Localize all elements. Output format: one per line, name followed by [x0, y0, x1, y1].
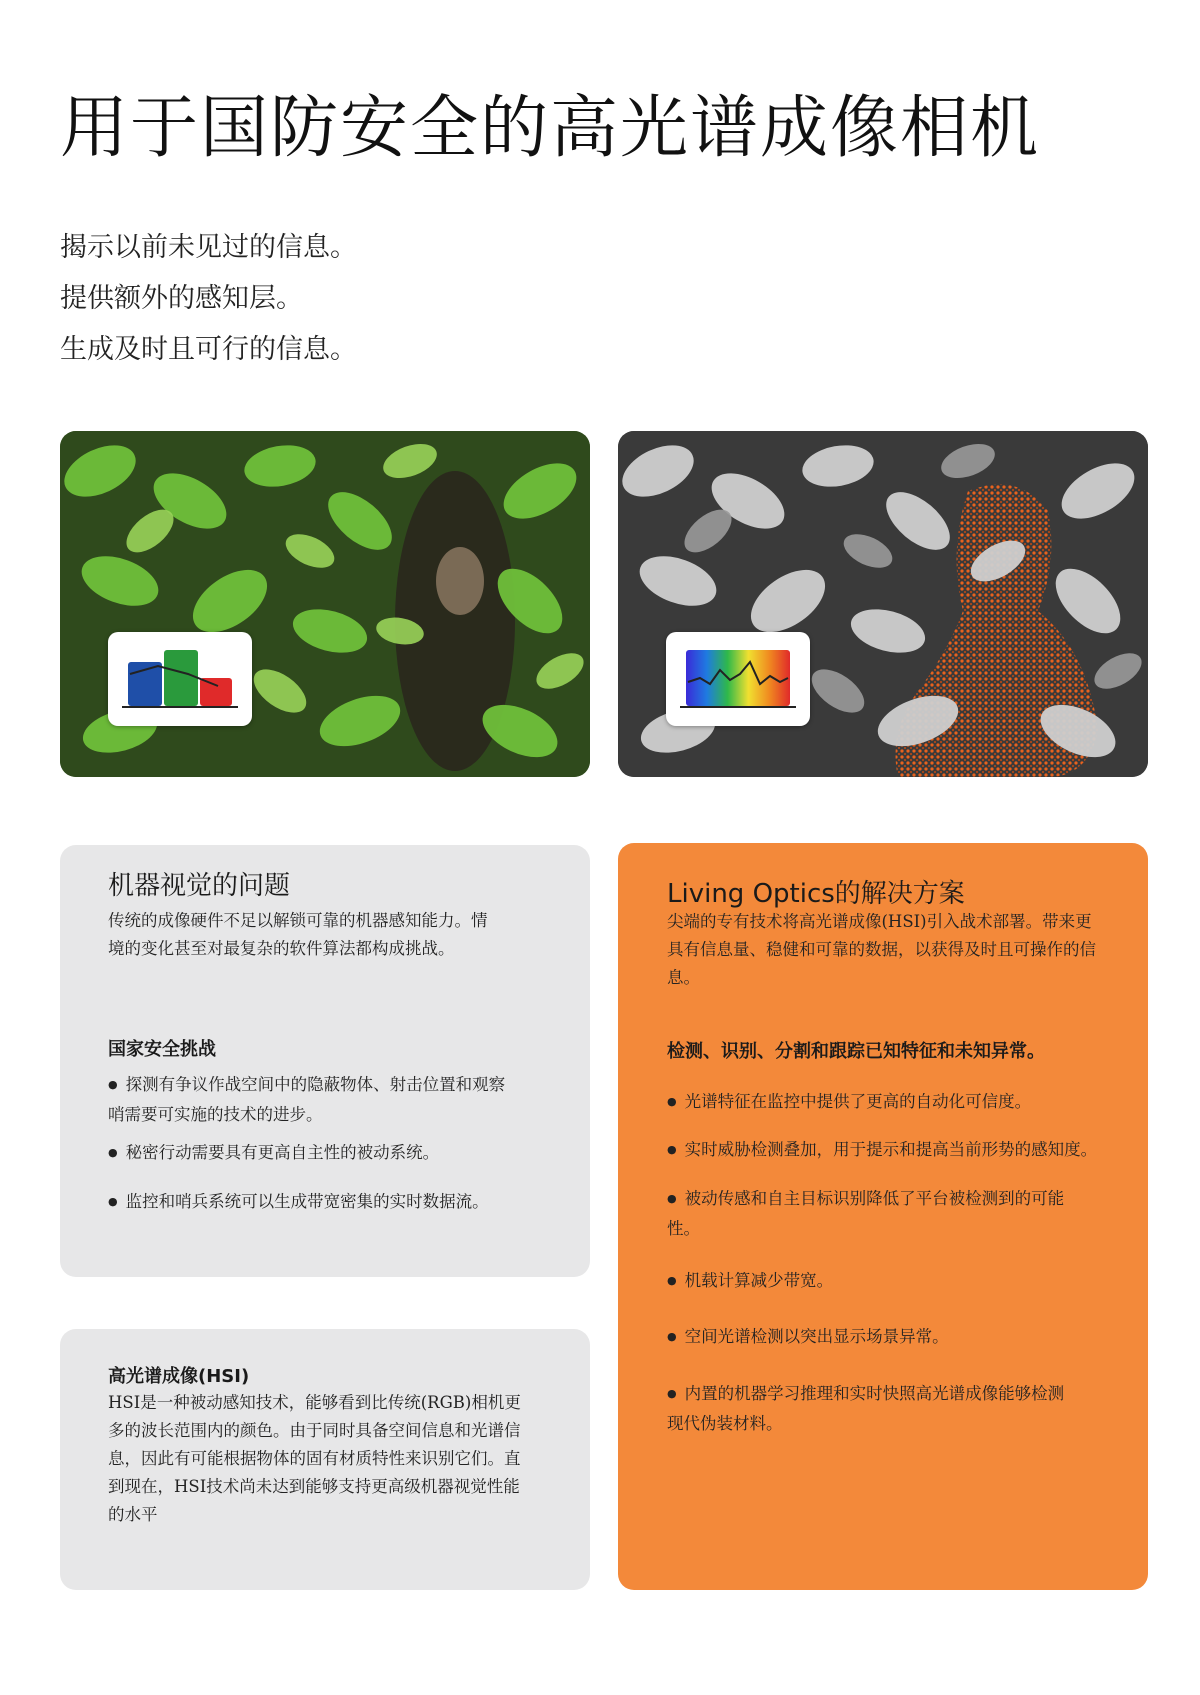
hsi-heading: 高光谱成像(HSI)	[108, 1366, 250, 1387]
hsi-text: HSI是一种被动感知技术，能够看到比传统(RGB)相机更多的波长范围内的颜色。由于同时具备空间信息和光谱信息，因此有可能根据物体的固有材质特性来识别它们。直到现在，HSI技术尚未达到能够支持更高级机器视觉性能的水平	[108, 1393, 521, 1524]
problem-heading: 机器视觉的问题	[108, 871, 291, 901]
security-challenge-heading: 国家安全挑战	[108, 1039, 216, 1060]
problem-panel	[60, 845, 590, 1277]
security-bullet: ● 秘密行动需要具有更高自主性的被动系统。	[108, 1139, 538, 1169]
hsi-panel	[60, 1329, 590, 1590]
hyperspectral-detection-photo	[618, 431, 1148, 777]
page-title: 用于国防安全的高光谱成像相机	[60, 89, 1041, 168]
solution-bullet: ● 被动传感和自主目标识别降低了平台被检测到的可能性。	[667, 1185, 1067, 1243]
security-bullet: ● 监控和哨兵系统可以生成带宽密集的实时数据流。	[108, 1188, 538, 1218]
hyperspectral-rainbow-spectrum-icon	[666, 632, 810, 726]
solution-heading: Living Optics的解决方案	[667, 879, 965, 909]
solution-bullet: ● 光谱特征在监控中提供了更高的自动化可信度。	[667, 1088, 1127, 1118]
tagline-line: 生成及时且可行的信息。	[60, 334, 357, 365]
tagline-line: 揭示以前未见过的信息。	[60, 232, 357, 263]
rgb-spectrum-inset	[108, 632, 252, 726]
solution-panel	[618, 843, 1148, 1590]
solution-text: 尖端的专有技术将高光谱成像(HSI)引入战术部署。带来更具有信息量、稳健和可靠的数据，以获得及时且可操作的信息。	[667, 912, 1096, 987]
hyperspectral-spectrum-inset	[666, 632, 810, 726]
solution-bullet: ● 机载计算减少带宽。	[667, 1267, 1127, 1297]
tagline-line: 提供额外的感知层。	[60, 283, 303, 314]
tagline	[60, 222, 357, 375]
solution-subheading: 检测、识别、分割和跟踪已知特征和未知异常。	[667, 1041, 1045, 1062]
solution-bullet: ● 实时威胁检测叠加，用于提示和提高当前形势的感知度。	[667, 1136, 1137, 1166]
problem-text: 传统的成像硬件不足以解锁可靠的机器感知能力。情境的变化甚至对最复杂的软件算法都构成挑战。	[108, 911, 488, 958]
rgb-bar-spectrum-icon	[108, 632, 252, 726]
security-bullet: ● 探测有争议作战空间中的隐蔽物体、射击位置和观察哨需要可实施的技术的进步。	[108, 1071, 518, 1129]
rgb-camouflage-photo	[60, 431, 590, 777]
solution-bullet: ● 空间光谱检测以突出显示场景异常。	[667, 1323, 1127, 1353]
solution-bullet: ● 内置的机器学习推理和实时快照高光谱成像能够检测现代伪装材料。	[667, 1380, 1077, 1438]
